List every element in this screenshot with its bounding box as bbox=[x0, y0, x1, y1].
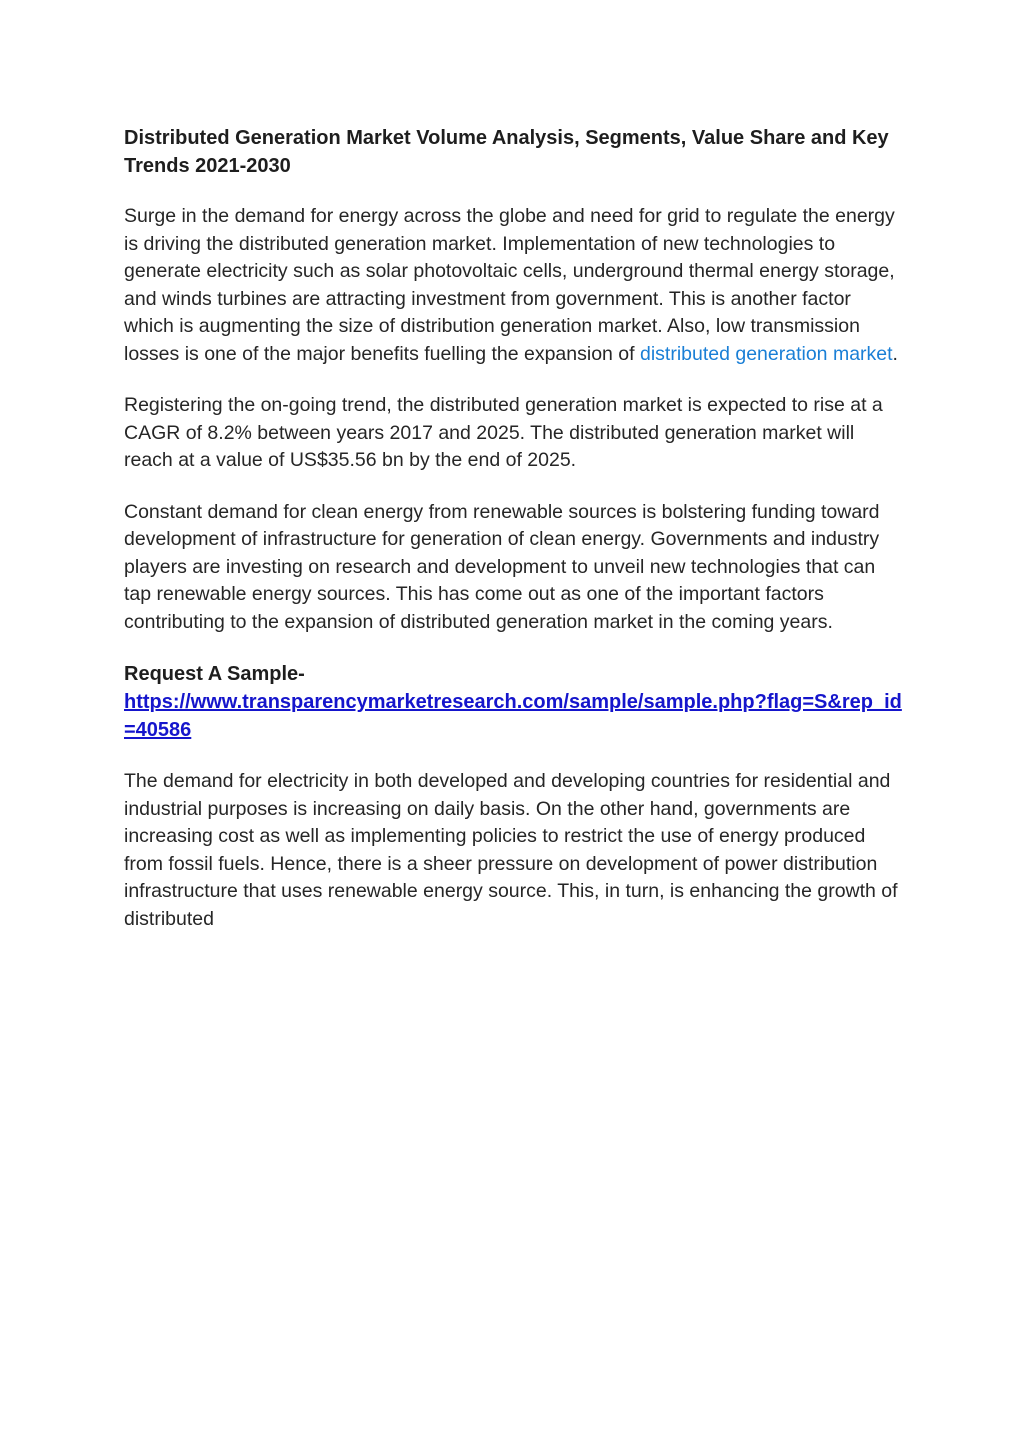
paragraph-electricity-demand: The demand for electricity in both developed and developing countries for residential and industrial purposes is increasing on daily basis. On the other hand, governments are increasing cost as well as implementing policies to restrict the use of energy produced from fossil fuels. Hence, there is a sheer pressure on development of power distribution infrastructure that uses renewable energy source. This, in turn, is enhancing the growth of distributed bbox=[124, 770, 898, 930]
document-title: Distributed Generation Market Volume Analysis, Segments, Value Share and Key Trends 2021-2030 bbox=[124, 127, 889, 177]
request-sample-label: Request A Sample- bbox=[124, 663, 305, 685]
paragraph-intro-end: . bbox=[892, 342, 898, 365]
paragraph-intro bbox=[124, 203, 904, 368]
paragraph-cagr: Registering the on-going trend, the distributed generation market is expected to rise at a CAGR of 8.2% between years 2017 and 2025. The distributed generation market will reach at a value of US$35.56 bn by the end of 2025. bbox=[124, 394, 883, 471]
request-sample-link[interactable]: https://www.transparencymarketresearch.com/sample/sample.php?flag=S&rep_id=40586 bbox=[124, 691, 902, 741]
document-page bbox=[124, 124, 904, 957]
distributed-generation-market-link[interactable]: distributed generation market bbox=[639, 342, 893, 365]
paragraph-intro-text: Surge in the demand for energy across the globe and need for grid to regulate the energy is driving the distributed generation market. Implementation of new technologies to generate electricity such as solar photovoltaic cells, underground thermal energy storage, and winds turbines are attracting investment from government. This is another factor which is augmenting the size of distribution generation market. Also, low transmission losses is one of the major benefits fuelling the expansion of bbox=[124, 205, 895, 365]
paragraph-clean-energy: Constant demand for clean energy from renewable sources is bolstering funding toward development of infrastructure for generation of clean energy. Governments and industry players are investing on research and development to unveil new technologies that can tap renewable energy sources. This has come out as one of the important factors contributing to the expansion of distributed generation market in the coming years. bbox=[124, 500, 880, 633]
